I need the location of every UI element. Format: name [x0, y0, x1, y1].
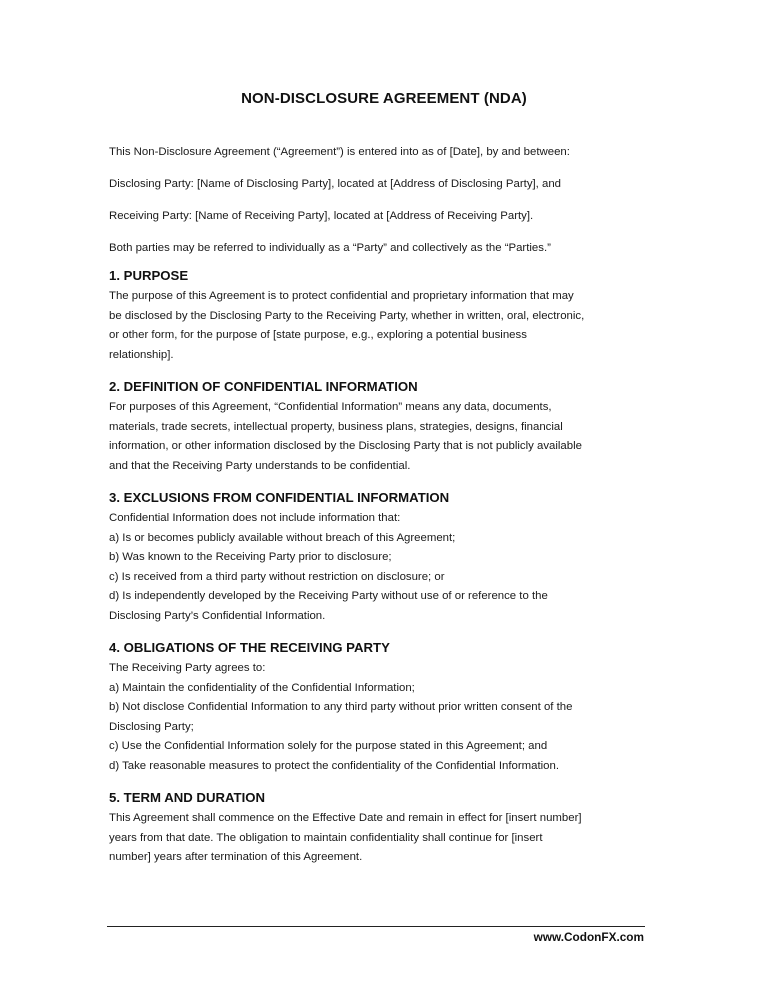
section-heading: 1. PURPOSE [109, 268, 189, 283]
text-line: d) Is independently developed by the Receiving Party without use of or reference to the [109, 590, 548, 602]
footer-divider [107, 926, 645, 927]
section-heading: 4. OBLIGATIONS OF THE RECEIVING PARTY [109, 640, 390, 655]
text-line: c) Is received from a third party without restriction on disclosure; or [109, 570, 445, 583]
section-heading: 3. EXCLUSIONS FROM CONFIDENTIAL INFORMATION [109, 490, 450, 505]
text-line: years from that date. The obligation to maintain confidentiality shall continue for [insert [109, 831, 543, 844]
section-heading: 5. TERM AND DURATION [109, 790, 266, 805]
text-line: The Receiving Party agrees to: [109, 662, 266, 674]
section-purpose [109, 266, 649, 365]
text-line: materials, trade secrets, intellectual property, business plans, strategies, designs, financial [109, 420, 563, 433]
intro-paragraph: This Non-Disclosure Agreement (“Agreement”) is entered into as of [Date], by and between: [109, 146, 570, 158]
text-line: Disclosing Party’s Confidential Information. [109, 609, 326, 622]
text-line: or other form, for the purpose of [state purpose, e.g., exploring a potential business [109, 329, 527, 341]
text-line: relationship]. [109, 348, 174, 361]
text-line: number] years after termination of this Agreement. [109, 851, 363, 863]
footer-website: www.CodonFX.com [533, 930, 644, 944]
intro-paragraph: Both parties may be referred to individually as a “Party” and collectively as the “Parties.” [109, 242, 551, 254]
text-line: This Agreement shall commence on the Effective Date and remain in effect for [insert number] [109, 812, 582, 824]
text-line: information, or other information disclosed by the Disclosing Party that is not publicly available [109, 440, 582, 452]
text-line: b) Was known to the Receiving Party prior to disclosure; [109, 551, 392, 563]
text-line: Disclosing Party; [109, 720, 194, 733]
section-paragraph [109, 659, 649, 776]
section-exclusions [109, 488, 649, 626]
document-body [109, 144, 649, 880]
section-paragraph [109, 509, 649, 626]
text-line: b) Not disclose Confidential Information to any third party without prior written consent of the [109, 701, 573, 713]
text-line: The purpose of this Agreement is to protect confidential and proprietary information that may [109, 290, 574, 302]
section-term [109, 788, 649, 868]
section-paragraph [109, 287, 649, 365]
text-line: and that the Receiving Party understands to be confidential. [109, 459, 411, 472]
text-line: be disclosed by the Disclosing Party to the Receiving Party, whether in written, oral, electronic, [109, 309, 585, 322]
section-obligations [109, 638, 649, 776]
section-heading: 2. DEFINITION OF CONFIDENTIAL INFORMATION [109, 379, 418, 394]
text-line: a) Maintain the confidentiality of the Confidential Information; [109, 681, 415, 694]
intro-paragraph: Receiving Party: [Name of Receiving Party], located at [Address of Receiving Party]. [109, 210, 534, 222]
section-paragraph [109, 809, 649, 868]
text-line: Confidential Information does not include information that: [109, 512, 401, 524]
text-line: d) Take reasonable measures to protect the confidentiality of the Confidential Information. [109, 759, 559, 772]
intro-paragraph: Disclosing Party: [Name of Disclosing Party], located at [Address of Disclosing Party], and [109, 178, 562, 190]
text-line: For purposes of this Agreement, “Confidential Information” means any data, documents, [109, 401, 552, 413]
text-line: c) Use the Confidential Information solely for the purpose stated in this Agreement; and [109, 740, 548, 752]
section-paragraph [109, 398, 649, 476]
section-definition [109, 377, 649, 476]
text-line: a) Is or becomes publicly available without breach of this Agreement; [109, 531, 456, 544]
document-title: NON-DISCLOSURE AGREEMENT (NDA) [241, 90, 527, 107]
